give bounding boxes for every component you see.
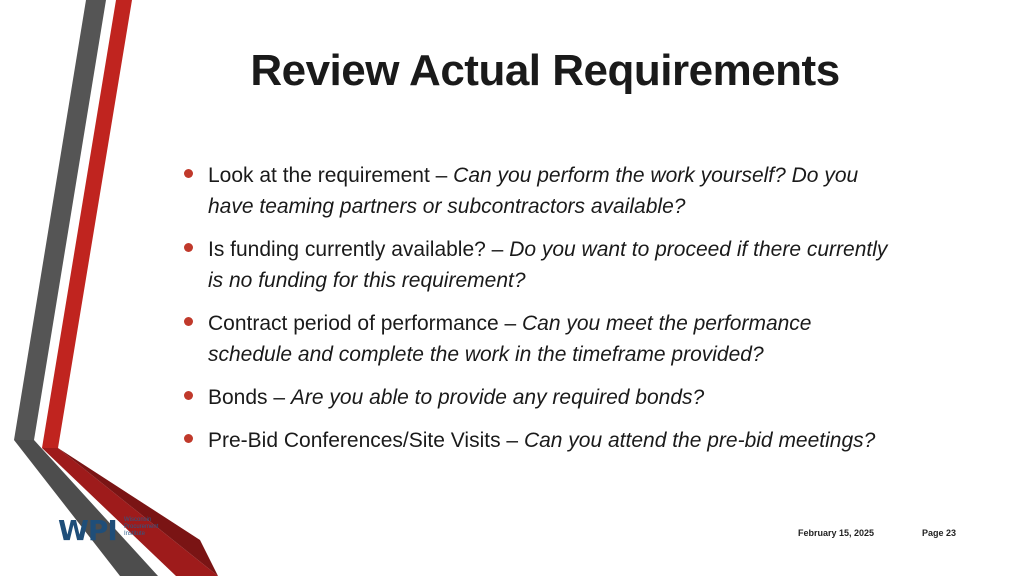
bullet-lead: Contract period of performance – xyxy=(208,312,522,335)
bullet-list xyxy=(180,160,900,468)
bullet-dot xyxy=(184,243,193,252)
list-item xyxy=(180,234,900,296)
bullet-dot xyxy=(184,169,193,178)
bullet-lead: Look at the requirement – xyxy=(208,164,454,187)
list-item xyxy=(180,160,900,222)
bullet-question: Do you want to proceed if there currently is no funding for this requirement? xyxy=(208,238,888,292)
list-item xyxy=(180,425,900,456)
bullet-lead: Bonds – xyxy=(208,386,291,409)
bullet-lead: Pre-Bid Conferences/Site Visits – xyxy=(208,429,524,452)
bullet-question: Can you perform the work yourself? Do you have teaming partners or subcontractors available? xyxy=(208,164,859,218)
bullet-dot xyxy=(184,391,193,400)
logo-subtitle: Wisconsin Procurement Institute xyxy=(124,517,159,537)
bullet-dot xyxy=(184,317,193,326)
logo-mark: WPI xyxy=(58,514,117,547)
page-title: Review Actual Requirements xyxy=(250,46,840,95)
bullet-lead: Is funding currently available? – xyxy=(208,238,510,261)
list-item xyxy=(180,382,900,413)
footer-date: February 15, 2025 xyxy=(798,528,875,538)
bullet-question: Are you able to provide any required bonds? xyxy=(290,386,705,409)
bullet-question: Can you attend the pre-bid meetings? xyxy=(523,429,876,452)
bullet-dot xyxy=(184,434,193,443)
page-number: Page 23 xyxy=(922,528,957,538)
list-item xyxy=(180,308,900,370)
bullet-question: Can you meet the performance schedule and complete the work in the timeframe provided? xyxy=(208,312,812,366)
wpi-logo xyxy=(58,512,166,550)
